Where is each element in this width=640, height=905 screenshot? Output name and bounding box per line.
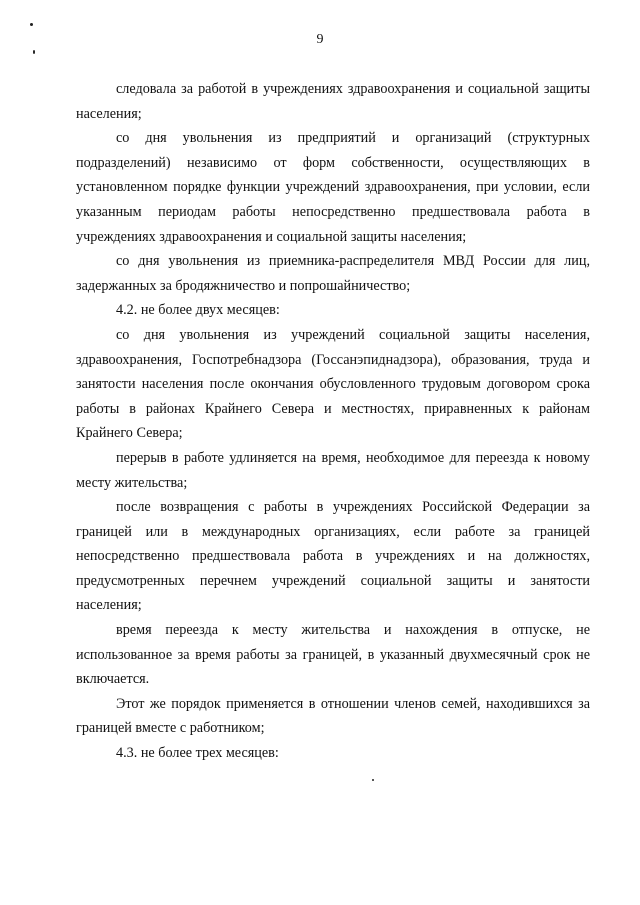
paragraph: после возвращения с работы в учреждениях Российской Федерации за границей или в международных организациях, если работе за границей непосредственно предшествовала работа в учреждениях и на должностях, предусмотренных перечнем учреждений социальной защиты и занятости населения;: [76, 499, 590, 614]
paragraph: со дня увольнения из учреждений социальной защиты населения, здравоохранения, Госпотребнадзора (Госсанэпиднадзора), образования, труда и занятости населения после окончания обусловленного трудовым договором срока работы в районах Крайнего Севера и местностях, приравненных к районам Крайнего Севера;: [76, 326, 590, 442]
section-heading: 4.2. не более двух месяцев:: [116, 302, 280, 319]
scan-speck: [30, 23, 33, 26]
paragraph: следовала за работой в учреждениях здравоохранения и социальной защиты населения;: [76, 81, 590, 122]
paragraph: Этот же порядок применяется в отношении членов семей, находившихся за границей вместе с работником;: [76, 695, 590, 737]
paragraph: со дня увольнения из приемника-распределителя МВД России для лиц, задержанных за бродяжничество и попрошайничество;: [76, 253, 590, 294]
paragraph: перерыв в работе удлиняется на время, необходимое для переезда к новому месту жительства;: [76, 449, 590, 491]
scan-speck: [372, 779, 374, 781]
page-number: 9: [316, 32, 324, 47]
section-heading: 4.3. не более трех месяцев:: [116, 745, 279, 762]
paragraph: со дня увольнения из предприятий и организаций (структурных подразделений) независимо от форм собственности, осуществляющих в установленном порядке функции учреждений здравоохранения, при условии, если указанным периодам работы непосредственно предшествовала работа в учреждениях здравоохранения и социальной защиты населения;: [76, 130, 590, 245]
paragraph: время переезда к месту жительства и нахождения в отпуске, не использованное за время работы за границей, в указанный двухмесячный срок не включается.: [76, 622, 590, 688]
scan-speck: [33, 50, 35, 54]
body-text: [76, 77, 590, 766]
